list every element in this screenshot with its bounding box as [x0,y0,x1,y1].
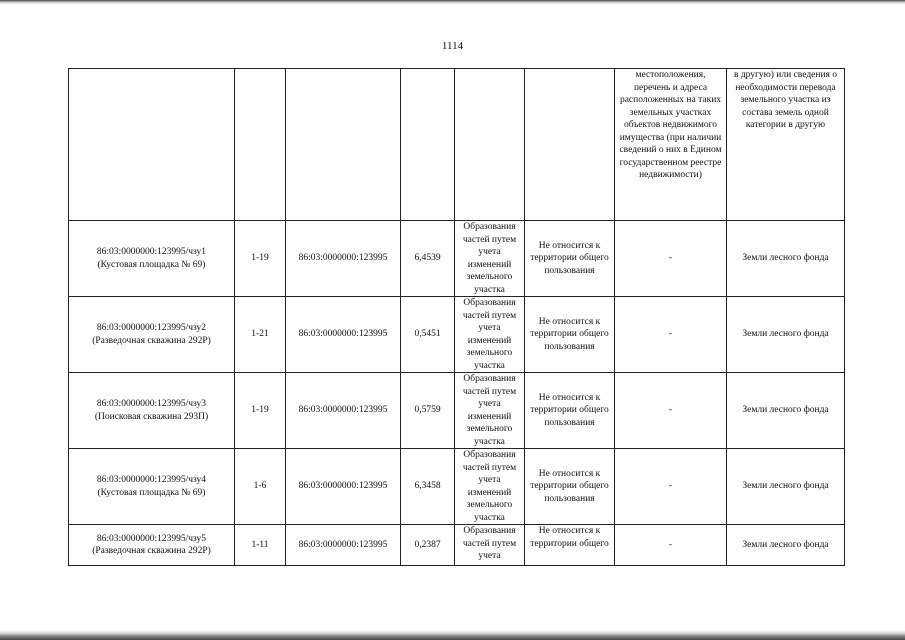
cell-objects: - [615,525,727,566]
cell-parent-number: 86:03:0000000:123995 [286,221,401,297]
cell-designation [69,373,235,449]
cell-public-use: Не относится к территории общего пользования [525,297,615,373]
land-plots-table [68,68,845,566]
cell-land-category: Земли лесного фонда [727,525,845,566]
cell-public-use: Не относится к территории общего пользования [525,373,615,449]
table-row [69,297,845,373]
cell-land-category: Земли лесного фонда [727,373,845,449]
cell-land-category: Земли лесного фонда [727,449,845,525]
designation-name: (Разведочная скважина 292Р) [92,546,211,556]
cell-public-use: Не относится к территории общего пользования [525,221,615,297]
designation-code: 86:03:0000000:123995/чзу5 [96,533,207,544]
header-cell-quarter [235,69,286,221]
cell-area: 0,2387 [401,525,455,566]
header-cell-land-category: в другую) или сведения о необходимости перевода земельного участка из состава земель одной категории в другую [727,69,845,221]
header-cell-designation [69,69,235,221]
cell-parent-number: 86:03:0000000:123995 [286,297,401,373]
cell-quarter: 1-19 [235,373,286,449]
cell-method: Образования частей путем учета изменений земельного участка [455,221,525,297]
cell-public-use: Не относится к территории общего пользования [525,449,615,525]
cell-method: Образования частей путем учета изменений земельного участка [455,297,525,373]
cell-parent-number: 86:03:0000000:123995 [286,525,401,566]
header-cell-area [401,69,455,221]
cell-designation [69,297,235,373]
cell-method: Образования частей путем учета изменений земельного участка [455,449,525,525]
table-row [69,525,845,566]
cell-area: 6,3458 [401,449,455,525]
table-row [69,221,845,297]
cell-parent-number: 86:03:0000000:123995 [286,373,401,449]
cell-quarter: 1-21 [235,297,286,373]
designation-name: (Кустовая площадка № 69) [97,487,206,498]
cell-method: Образования частей путем учета изменений земельного участка [455,373,525,449]
cell-designation [69,449,235,525]
designation-name: (Кустовая площадка № 69) [97,259,206,270]
cell-objects: - [615,373,727,449]
cell-land-category: Земли лесного фонда [727,297,845,373]
cell-designation [69,525,235,566]
scan-edge-bottom [0,630,905,640]
cell-area: 0,5759 [401,373,455,449]
header-cell-parent-number [286,69,401,221]
cell-method: Образования частей путем учета [455,525,525,566]
cell-public-use: Не относится к территории общего [525,525,615,566]
table-header-row [69,69,845,221]
designation-name: (Разведочная скважина 292Р) [92,335,211,346]
cell-quarter: 1-11 [235,525,286,566]
cell-area: 0,5451 [401,297,455,373]
cell-quarter: 1-19 [235,221,286,297]
cell-area: 6,4539 [401,221,455,297]
designation-code: 86:03:0000000:123995/чзу1 [96,247,207,257]
cell-designation [69,221,235,297]
header-cell-location: местоположения, перечень и адреса расположенных на таких земельных участках объектов недвижимого имущества (при наличии сведений о них в Едином государственном реестре недвижимости) [615,69,727,221]
page-number: 1114 [441,40,464,52]
cell-objects: - [615,297,727,373]
cell-quarter: 1-6 [235,449,286,525]
header-cell-method [455,69,525,221]
designation-code: 86:03:0000000:123995/чзу3 [96,399,207,409]
designation-code: 86:03:0000000:123995/чзу4 [96,475,207,485]
cell-objects: - [615,449,727,525]
designation-code: 86:03:0000000:123995/чзу2 [96,323,207,333]
header-cell-public-use [525,69,615,221]
table-row [69,449,845,525]
designation-name: (Поисковая скважина 293П) [94,411,209,422]
cell-land-category: Земли лесного фонда [727,221,845,297]
cell-objects: - [615,221,727,297]
cell-parent-number: 86:03:0000000:123995 [286,449,401,525]
scan-edge-top [0,0,905,5]
table-row [69,373,845,449]
